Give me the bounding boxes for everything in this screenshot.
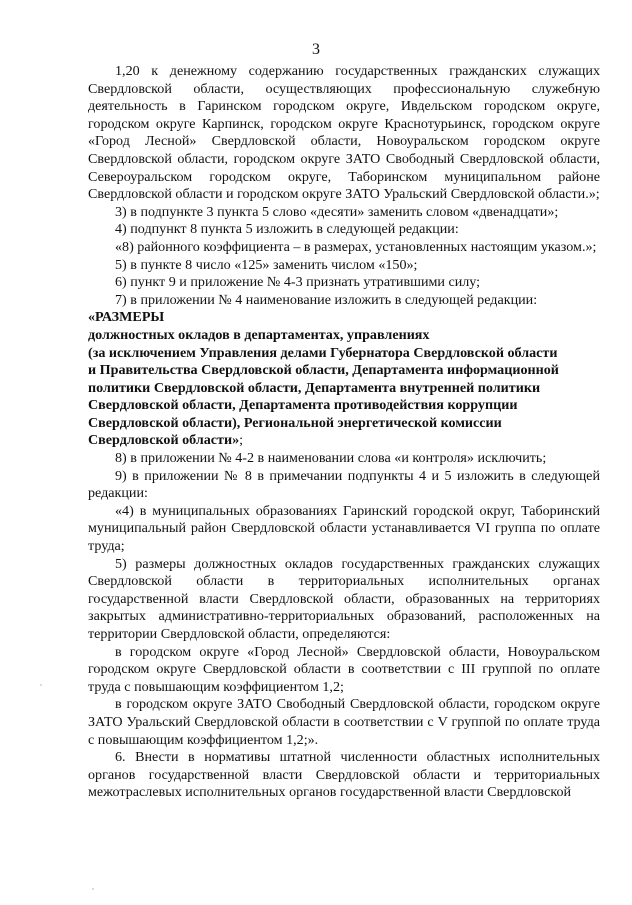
paragraph-svobodny: в городском округе ЗАТО Свободный Свердловской области, городском округе ЗАТО Уральский Свердловской области в соответствии с V группой по оплате труда с повышающим коэффициентом 1,2;». (88, 696, 600, 748)
paragraph-lesnoy: в городском округе «Город Лесной» Свердловской области, Новоуральском городском округе Свердловской области в соответствии с III группой по оплате труда с повышающим коэффициентом 1,2; (88, 643, 600, 695)
appendix-heading-line: «РАЗМЕРЫ (88, 309, 165, 326)
scan-speck (92, 888, 94, 890)
appendix-heading-last-line (88, 432, 600, 450)
appendix-heading-line: Свердловской области, Департамента противодействия коррупции (88, 397, 518, 414)
paragraph-item-4: 4) подпункт 8 пункта 5 изложить в следующей редакции: (115, 221, 459, 238)
appendix-heading-line: (за исключением Управления делами Губернатора Свердловской области (88, 344, 558, 361)
appendix-heading-line: Свердловской области), Региональной энергетической комиссии (88, 414, 502, 431)
appendix-heading (88, 309, 600, 450)
appendix-heading-line: Свердловской области» (88, 432, 240, 449)
paragraph-item-9: 9) в приложении № 8 в примечании подпункты 4 и 5 изложить в следующей редакции: (88, 467, 600, 502)
paragraph-coefficient-text: 1,20 к денежному содержанию государственных гражданских служащих Свердловской области, осуществляющих профессиональную служебную деятельность в Гаринском городском округе, Ивдельском городском округе, городском округе Карпинск, городском округе Краснотурьинск, городском округе «Город Лесной» Свердловской области, Новоуральском городском округе Свердловской области, городском округе ЗАТО Свободный Свердловской области, Североуральском городском округе, Таборинском муниципальном районе Свердловской области и городском округе ЗАТО Уральский Свердловской области.»; (88, 63, 600, 203)
paragraph-subitem-4: «4) в муниципальных образованиях Гаринский городской округ, Таборинский муниципальный район Свердловской области устанавливается VI группа по оплате труда; (88, 502, 600, 555)
paragraph-item-5: 5) в пункте 8 число «125» заменить числом «150»; (115, 256, 418, 273)
appendix-heading-tail: ; (239, 432, 244, 449)
appendix-heading-line: политики Свердловской области, Департамента внутренней политики (88, 379, 541, 396)
appendix-heading-line: должностных окладов в департаментах, управлениях (88, 326, 430, 343)
paragraph-item-6: 6) пункт 9 и приложение № 4-3 признать утратившими силу; (115, 274, 481, 291)
page-number: 3 (312, 41, 320, 58)
paragraph-item-3: 3) в подпункте 3 пункта 5 слово «десяти» заменить словом «двенадцати»; (115, 203, 559, 220)
scan-speck (40, 684, 42, 686)
paragraph-section-6: 6. Внести в нормативы штатной численности областных исполнительных органов государственной власти Свердловской области и территориальных межотраслевых исполнительных органов государственной власти Свердловской (88, 749, 600, 801)
paragraph-item-4-quote: «8) районного коэффициента – в размерах, установленных настоящим указом.»; (115, 238, 597, 255)
paragraph-item-7: 7) в приложении № 4 наименование изложить в следующей редакции: (115, 291, 538, 308)
paragraph-subitem-5: 5) размеры должностных окладов государственных гражданских служащих Свердловской области в территориальных исполнительных органах государственной власти Свердловской области, образованных на территориях закрытых административно-территориальных образований, расположенных на территории Свердловской области, определяются: (88, 555, 600, 642)
document-body (88, 63, 600, 802)
appendix-heading-line: и Правительства Свердловской области, Департамента информационной (88, 362, 559, 379)
paragraph-item-8: 8) в приложении № 4-2 в наименовании слова «и контроля» исключить; (115, 450, 547, 467)
